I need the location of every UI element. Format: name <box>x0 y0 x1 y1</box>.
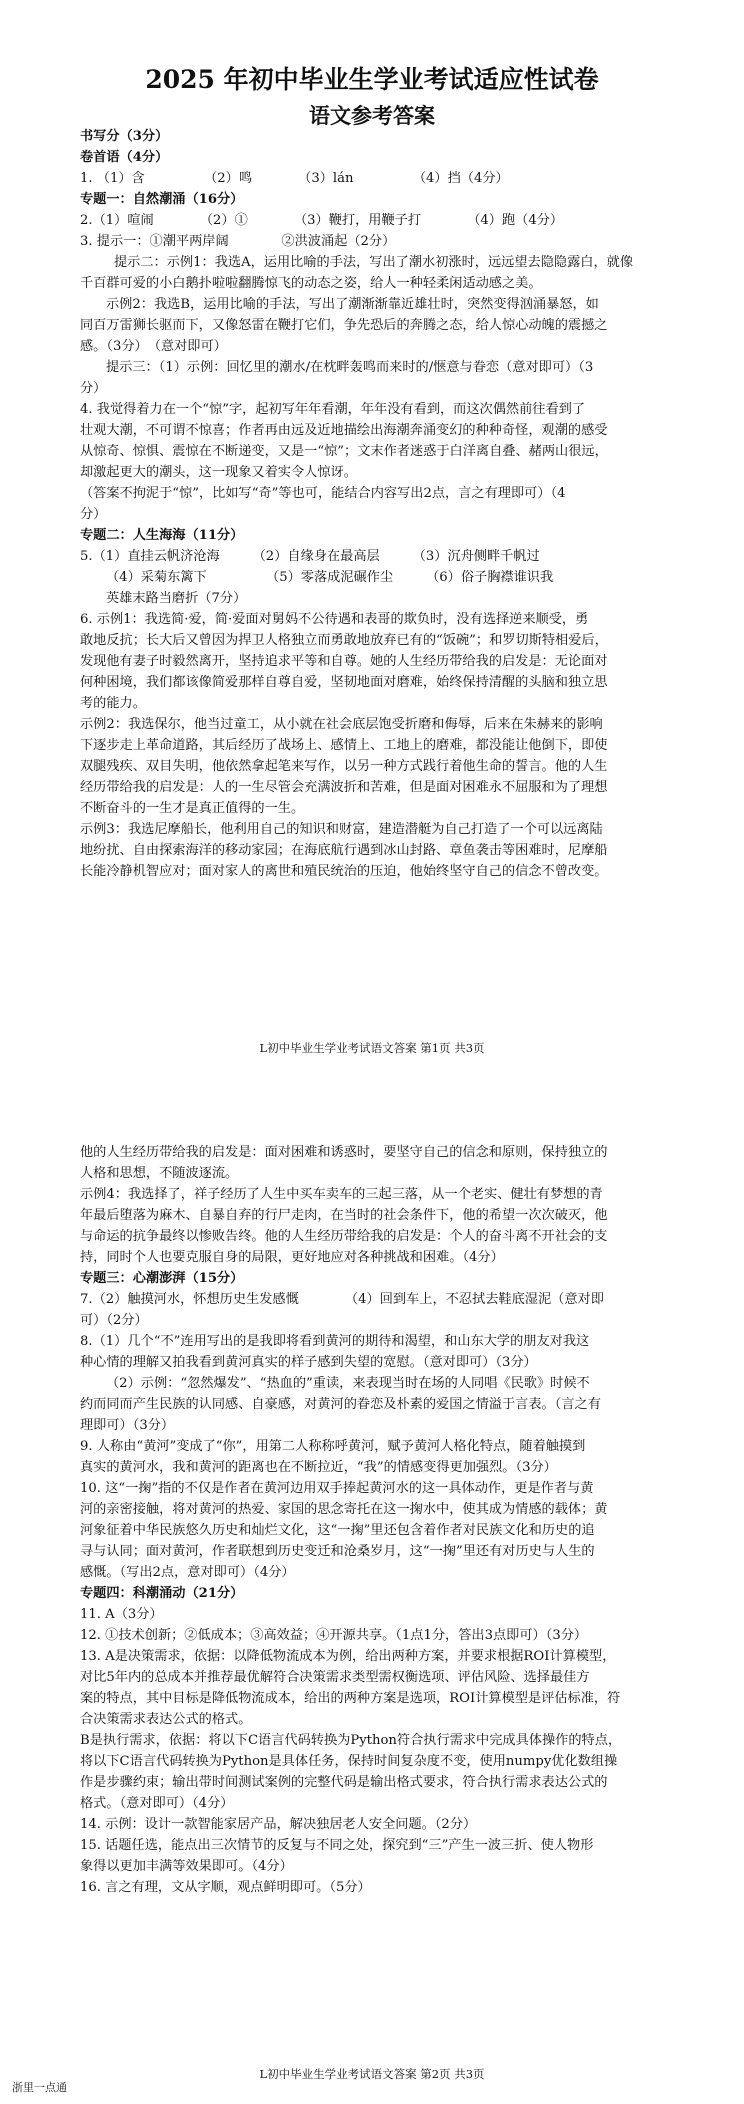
watermark: 浙里一点通 <box>12 2081 67 2094</box>
answer-line: 象得以更加丰满等效果即可。（4分） <box>80 1859 293 1874</box>
answer-body-1 <box>80 126 682 882</box>
answer-line: 对比5年内的总成本并推荐最优解符合决策需求类型需权衡选项、评估风险、选择最佳方 <box>80 1670 590 1685</box>
answer-line: 年最后堕落为麻木、自暴自弃的行尸走肉，在当时的社会条件下，他的希望一次次破灭，他 <box>80 1208 608 1223</box>
answer-line: 10. 这“一掬”指的不仅是作者在黄河边用双手捧起黄河水的这一具体动作，更是作者与黄 <box>80 1481 594 1496</box>
answer-line: 发现他有妻子时毅然离开，坚持追求平等和自尊。她的人生经历带给我的启发是：无论面对 <box>80 654 608 669</box>
answer-line: 提示三：（1）示例：回忆里的潮水/在枕畔轰鸣而来时的/惬意与眷恋（意对即可）（3 <box>106 360 594 375</box>
answer-line: 理即可）（3分） <box>80 1418 175 1433</box>
answer-line: 将以下C语言代码转换为Python是具体任务，保持时间复杂度不变，使用numpy优化数组操 <box>80 1754 618 1769</box>
answer-line: 同百万雷狮长驱而下，又像怒雷在鞭打它们，争先恐后的奔腾之态，给人惊心动魄的震撼之 <box>80 318 608 333</box>
answer-line: （答案不拘泥于“惊”，比如写“奇”等也可，能结合内容写出2点，言之有理即可）（4 <box>80 486 566 501</box>
answer-line: 何种困境，我们都该像简爱那样自尊自爱，坚韧地面对磨难，始终保持清醒的头脑和独立思 <box>80 675 608 690</box>
answer-line: 案的特点，其中目标是降低物流成本，给出的两种方案是选项，ROI计算模型是评估标准，符 <box>80 1691 621 1706</box>
answer-line: 从惊奇、惊惧、震惊在不断递变，又是一“惊”；文末作者迷惑于白洋离自叠、赭两山很远， <box>80 444 608 459</box>
page-footer: L初中毕业生学业考试语文答案 第1页 共3页 <box>259 1041 485 1055</box>
answer-line: 地纷扰、自由探索海洋的移动家园；在海底航行遇到冰山封路、章鱼袭击等困难时，尼摩船 <box>80 843 608 858</box>
answer-line: B是执行需求，依据：将以下C语言代码转换为Python符合执行需求中完成具体操作的特点， <box>80 1733 622 1748</box>
section-heading: 卷首语（4分） <box>80 150 169 165</box>
answer-line: 8.（1）几个“不”连用写出的是我即将看到黄河的期待和渴望，和山东大学的朋友对我这 <box>80 1334 590 1349</box>
answer-line: 真实的黄河水，我和黄河的距离也在不断拉近，“我”的情感变得更加强烈。（3分） <box>80 1460 557 1475</box>
section-heading: 专题一：自然潮涌（16分） <box>80 192 244 207</box>
answer-line: 却激起更大的潮头，这一现象又着实令人惊讶。 <box>80 465 357 480</box>
answer-line: 下逐步走上革命道路，其后经历了战场上、感情上、工地上的磨难，都没能让他倒下，即使 <box>80 738 608 753</box>
answer-line: 示例2：我选保尔，他当过童工，从小就在社会底层饱受折磨和侮辱，后来在朱赫来的影响 <box>80 717 603 732</box>
answer-line: 人格和思想，不随波逐流。 <box>80 1166 239 1181</box>
answer-line: 2.（1）喧闹 （2）① （3）鞭打，用鞭子打 （4）跑（4分） <box>80 213 564 228</box>
answer-line: 7.（2）触摸河水，怀想历史生发感慨 （4）回到车上，不忍拭去鞋底湿泥（意对即 <box>80 1292 604 1307</box>
answer-line: 千百群可爱的小白鹅扑啦啦翻腾惊飞的动态之姿，给人一种轻柔闲适动感之美。 <box>80 276 542 291</box>
answer-line: （2）示例：“忽然爆发”、“热血的”重读，来表现当时在场的人同唱《民歌》时候不 <box>106 1376 590 1391</box>
answer-line: 不断奋斗的一生才是真正值得的一生。 <box>80 801 305 816</box>
answer-line: 12. ①技术创新；②低成本；③高效益；④开源共享。（1点1分，答出3点即可）（3分） <box>80 1628 588 1643</box>
section-heading: 专题三：心潮澎湃（15分） <box>80 1271 244 1286</box>
page-subtitle: 语文参考答案 <box>309 103 435 128</box>
section-heading: 专题四：科潮涌动（21分） <box>80 1586 244 1601</box>
answer-line: 双腿残疾、双目失明，他依然拿起笔来写作，以另一种方式践行着他生命的誓言。他的人生 <box>80 759 608 774</box>
answer-line: 感慨。（写出2点，意对即可）（4分） <box>80 1565 295 1580</box>
answer-line: 1. （1）含 （2）鸣 （3）lán （4）挡（4分） <box>80 171 509 186</box>
answer-line: 约而同而产生民族的认同感、自豪感，对黄河的眷恋及朴素的爱国之情溢于言表。（言之有 <box>80 1397 601 1412</box>
answer-line: 分） <box>80 381 107 396</box>
answer-line: 长能冷静机智应对；面对家人的离世和殖民统治的压迫，他始终坚守自己的信念不曾改变。 <box>80 864 608 879</box>
answer-line: 河的亲密接触，将对黄河的热爱、家国的思念寄托在这一掬水中，使其成为情感的载体；黄 <box>80 1502 608 1517</box>
answer-line: 16. 言之有理，文从字顺，观点鲜明即可。（5分） <box>80 1880 371 1895</box>
answer-line: 格式。（意对即可）（4分） <box>80 1796 234 1811</box>
answer-line: 6. 示例1：我选简·爱，简·爱面对舅妈不公待遇和表哥的欺负时，没有选择逆来顺受，勇 <box>80 612 589 627</box>
answer-line: 分） <box>80 507 107 522</box>
section-heading: 专题二：人生海海（11分） <box>80 528 244 543</box>
answer-line: 5.（1）直挂云帆济沧海 （2）自缘身在最高层 （3）沉舟侧畔千帆过 <box>80 549 540 564</box>
answer-line: 敢地反抗；长大后又曾因为捍卫人格独立而勇敢地放弃已有的“饭碗”；和罗切斯特相爱后， <box>80 633 608 648</box>
answer-line: 寻与认同；面对黄河，作者联想到历史变迁和沧桑岁月，这“一掬”里还有对历史与人生的 <box>80 1544 595 1559</box>
answer-line: 13. A是决策需求，依据：以降低物流成本为例，给出两种方案，并要求根据ROI计算模型， <box>80 1649 616 1664</box>
answer-line: 考的能力。 <box>80 696 146 711</box>
answer-line: 可）（2分） <box>80 1313 148 1328</box>
answer-line: 示例4：我选择了，祥子经历了人生中买车卖车的三起三落，从一个老实、健壮有梦想的青 <box>80 1187 603 1202</box>
answer-line: 11. A（3分） <box>80 1607 163 1622</box>
answer-line: 河象征着中华民族悠久历史和灿烂文化，这“一掬”里还包含着作者对民族文化和历史的追 <box>80 1523 595 1538</box>
answer-line: 作是步骤约束；输出带时间测试案例的完整代码是输出格式要求，符合执行需求表达公式的 <box>80 1775 608 1790</box>
answer-line: 示例3：我选尼摩船长，他利用自己的知识和财富，建造潜艇为自己打造了一个可以远离陆 <box>80 822 603 837</box>
answer-line: 提示二：示例1：我选A，运用比喻的手法，写出了潮水初涨时，远远望去隐隐露白，就像 <box>114 255 634 270</box>
answer-line: 他的人生经历带给我的启发是：面对困难和诱惑时，要坚守自己的信念和原则，保持独立的 <box>80 1145 608 1160</box>
answer-line: 壮观大潮，不可谓不惊喜；作者再由远及近地描绘出海潮奔涌变幻的种种奇怪，观潮的感受 <box>80 423 608 438</box>
answer-line: 3. 提示一：①潮平两岸阔 ②洪波涌起（2分） <box>80 234 396 249</box>
page-footer: L初中毕业生学业考试语文答案 第2页 共3页 <box>259 2067 485 2081</box>
answer-line: 9. 人称由“黄河”变成了“你”，用第二人称称呼黄河，赋予黄河人格化特点，随着触摸到 <box>80 1439 586 1454</box>
answer-page-2 <box>0 1085 744 2104</box>
answer-line: 示例2：我选B，运用比喻的手法，写出了潮渐渐靠近雄壮时，突然变得汹涌暴怒，如 <box>106 297 599 312</box>
answer-line: 经历带给我的启发是：人的一生尽管会充满波折和苦难，但是面对困难永不屈服和为了理想 <box>80 780 608 795</box>
answer-line: （4）采菊东篱下 （5）零落成泥碾作尘 （6）俗子胸襟谁识我 <box>106 570 554 585</box>
section-heading: 书写分（3分） <box>80 129 169 144</box>
answer-body-2 <box>80 1142 682 1898</box>
answer-line: 15. 话题任选，能点出三次情节的反复与不同之处，探究到“三”产生一波三折、使人物形 <box>80 1838 594 1853</box>
answer-line: 4. 我觉得着力在一个“惊”字，起初写年年看潮，年年没有看到，而这次偶然前往看到了 <box>80 402 586 417</box>
answer-line: 英雄末路当磨折（7分） <box>106 591 247 606</box>
answer-line: 持，同时个人也要克服自身的局限，更好地应对各种挑战和困难。（4分） <box>80 1250 504 1265</box>
answer-line: 感。（3分） （意对即可） <box>80 339 227 354</box>
answer-line: 14. 示例：设计一款智能家居产品，解决独居老人安全问题。（2分） <box>80 1817 477 1832</box>
page-title: 2025 年初中毕业生学业考试适应性试卷 <box>145 65 599 94</box>
answer-line: 与命运的抗争最终以惨败告终。他的人生经历带给我的启发是：个人的奋斗离不开社会的支 <box>80 1229 608 1244</box>
answer-line: 种心情的理解又拍我看到黄河真实的样子感到失望的宽慰。（意对即可）（3分） <box>80 1355 537 1370</box>
answer-line: 合决策需求表达公式的格式。 <box>80 1712 252 1727</box>
